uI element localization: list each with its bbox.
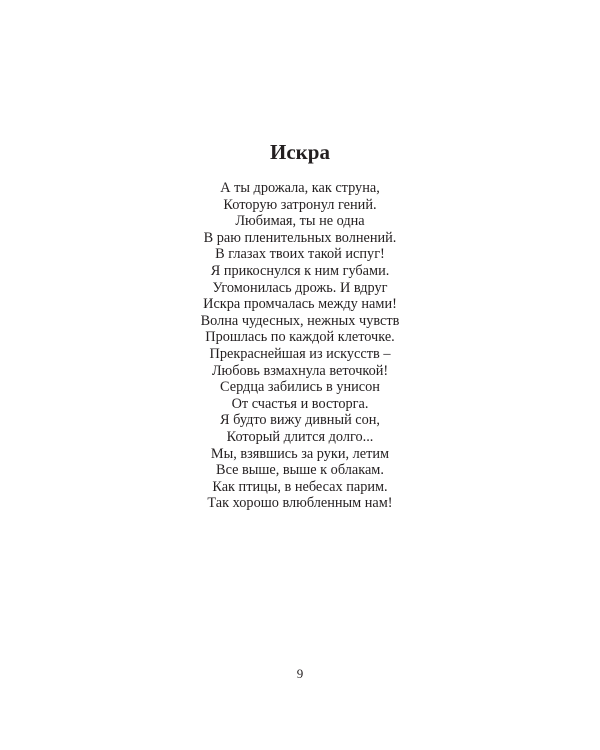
poem-title: Искра [270, 140, 330, 164]
poem-line: Который длится долго... [226, 428, 374, 445]
poem-line: Сердца забились в унисон [220, 379, 380, 396]
poem-line: От счастья и восторга. [231, 395, 369, 412]
poem-line: Мы, взявшись за руки, летим [210, 445, 390, 462]
poem-line: Прошлась по каждой клеточке. [205, 329, 395, 346]
poem-line: Любимая, ты не одна [235, 213, 365, 230]
poem-line: Как птицы, в небесах парим. [212, 478, 388, 495]
poem-line: А ты дрожала, как струна, [220, 180, 380, 196]
poem-line: В глазах твоих такой испуг! [215, 246, 385, 263]
poem-line: Которую затронул гений. [223, 196, 377, 213]
poem-line: Я прикоснулся к ним губами. [210, 262, 390, 279]
poem-line: В раю пленительных волнений. [203, 229, 397, 246]
poem-line: Любовь взмахнула веточкой! [211, 362, 389, 379]
poem-line: Все выше, выше к облакам. [216, 462, 384, 479]
poem-line: Угомонилась дрожь. И вдруг [212, 279, 388, 296]
poem-line: Искра промчалась между нами! [203, 296, 397, 313]
poem-line: Волна чудесных, нежных чувств [200, 312, 400, 329]
poem-line: Прекраснейшая из искусств – [209, 345, 391, 362]
poem-body [0, 180, 600, 512]
poem-line: Я будто вижу дивный сон, [219, 412, 381, 429]
page-number: 9 [296, 666, 304, 681]
poem-line: Так хорошо влюбленным нам! [207, 495, 393, 512]
